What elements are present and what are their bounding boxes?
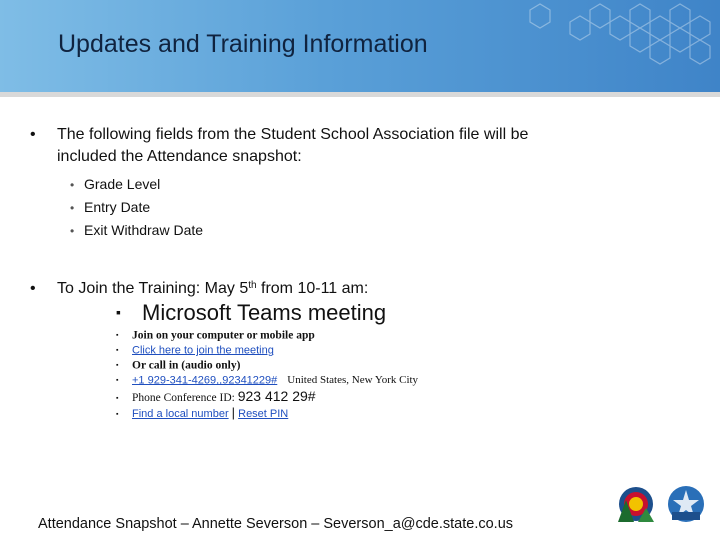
field-item: • Exit Withdraw Date — [70, 222, 204, 238]
phone-number-link[interactable]: +1 929-341-4269,,92341229# — [132, 374, 278, 387]
phone-item: ▪ +1 929-341-4269,,92341229# United States, New York City — [116, 374, 419, 387]
training-join-text: To Join the Training: May 5th from 10-11 am: — [57, 280, 369, 297]
header-divider — [0, 92, 720, 97]
colorado-logo-icon — [618, 487, 654, 522]
join-app-item: ▪ Join on your computer or mobile app — [116, 329, 315, 342]
page-title: Updates and Training Information — [58, 30, 428, 58]
field-item: • Entry Date — [70, 199, 151, 215]
links-item: ▪ Find a local number | Reset PIN — [116, 405, 289, 420]
join-meeting-link[interactable]: Click here to join the meeting — [132, 344, 274, 357]
hexagon-pattern — [390, 0, 720, 92]
field-item: • Grade Level — [70, 176, 161, 192]
conference-id-item: ▪ Phone Conference ID: 923 412 29# — [116, 388, 316, 404]
footer-text: Attendance Snapshot – Annette Severson – Severson_a@cde.state.co.us — [38, 516, 514, 532]
reset-pin-link[interactable]: Reset PIN — [238, 408, 289, 420]
fields-intro-line2: included the Attendance snapshot: — [57, 148, 302, 165]
find-local-number-link[interactable]: Find a local number — [132, 408, 229, 420]
cde-logos — [612, 482, 712, 526]
header-banner — [0, 0, 720, 92]
teams-heading: ▪ Microsoft Teams meeting — [116, 300, 387, 325]
fields-intro-line1: The following fields from the Student School Association file will be — [57, 126, 529, 143]
join-meeting-item: ▪ Click here to join the meeting — [116, 344, 274, 357]
bullet-dot: • — [30, 126, 36, 143]
cde-seal-icon — [668, 486, 704, 522]
call-in-item: ▪ Or call in (audio only) — [116, 359, 241, 372]
bullet-dot: • — [30, 280, 36, 297]
